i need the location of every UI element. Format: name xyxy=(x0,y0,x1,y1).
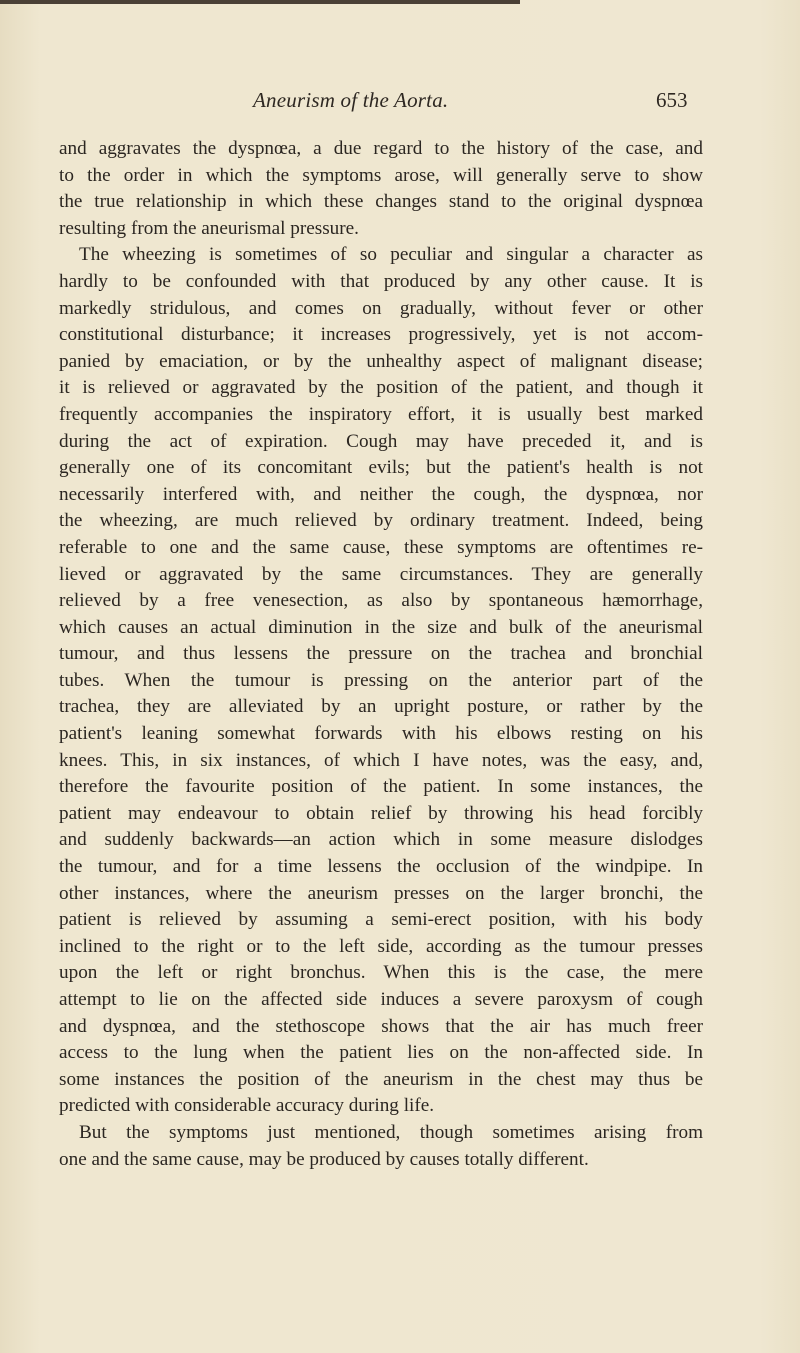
text-line: referable to one and the same cause, these symptoms are oftentimes re- xyxy=(59,536,703,558)
text-line: patient may endeavour to obtain relief by throwing his head forcibly xyxy=(59,802,703,824)
text-line: during the act of expiration. Cough may have preceded it, and is xyxy=(59,430,703,452)
text-line: and dyspnœa, and the stethoscope shows that the air has much freer xyxy=(59,1015,703,1037)
text-line: the true relationship in which these changes stand to the original dyspnœa xyxy=(59,191,703,213)
text-line: tumour, and thus lessens the pressure on the trachea and bronchial xyxy=(59,643,703,665)
text-line: panied by emaciation, or by the unhealthy aspect of malignant disease; xyxy=(59,350,703,372)
text-line: to the order in which the symptoms arose, will generally serve to show xyxy=(59,164,703,186)
text-line: it is relieved or aggravated by the position of the patient, and though it xyxy=(59,377,703,399)
text-line: frequently accompanies the inspiratory effort, it is usually best marked xyxy=(59,403,703,425)
text-line: the tumour, and for a time lessens the occlusion of the windpipe. In xyxy=(59,856,703,878)
text-line: necessarily interfered with, and neither the cough, the dyspnœa, nor xyxy=(59,483,703,505)
top-edge-rule xyxy=(0,0,520,4)
text-line: attempt to lie on the affected side induces a severe paroxysm of cough xyxy=(59,989,703,1010)
running-head xyxy=(0,88,800,118)
text-line: which causes an actual diminution in the size and bulk of the aneurismal xyxy=(59,616,703,638)
text-line: resulting from the aneurismal pressure. xyxy=(59,217,359,239)
text-line: tubes. When the tumour is pressing on the anterior part of the xyxy=(59,669,703,691)
text-line: relieved by a free venesection, as also by spontaneous hæmorrhage, xyxy=(59,590,703,612)
text-line: other instances, where the aneurism presses on the larger bronchi, the xyxy=(59,882,703,904)
text-line: therefore the favourite position of the patient. In some instances, the xyxy=(59,776,703,798)
running-title: Aneurism of the Aorta. xyxy=(253,88,449,112)
text-line: markedly stridulous, and comes on gradually, without fever or other xyxy=(59,297,703,319)
text-line: trachea, they are alleviated by an upright posture, or rather by the xyxy=(59,696,703,718)
text-line: The wheezing is sometimes of so peculiar and singular a character as xyxy=(79,244,703,266)
text-line: one and the same cause, may be produced by causes totally different. xyxy=(59,1148,589,1170)
body-text xyxy=(59,136,703,1173)
text-line: patient is relieved by assuming a semi-erect position, with his body xyxy=(59,909,703,931)
text-line: But the symptoms just mentioned, though sometimes arising from xyxy=(79,1121,703,1143)
text-line: access to the lung when the patient lies on the non-affected side. In xyxy=(59,1042,703,1064)
text-line: upon the left or right bronchus. When this is the case, the mere xyxy=(59,962,703,984)
text-line: constitutional disturbance; it increases progressively, yet is not accom- xyxy=(59,324,703,346)
text-line: the wheezing, are much relieved by ordinary treatment. Indeed, being xyxy=(59,510,703,532)
text-line: and aggravates the dyspnœa, a due regard to the history of the case, and xyxy=(59,138,703,159)
text-line: hardly to be confounded with that produced by any other cause. It is xyxy=(59,270,703,292)
text-line: knees. This, in six instances, of which I have notes, was the easy, and, xyxy=(59,749,703,771)
text-line: and suddenly backwards—an action which in some measure dislodges xyxy=(59,829,703,851)
text-line: some instances the position of the aneurism in the chest may thus be xyxy=(59,1068,703,1090)
text-line: predicted with considerable accuracy during life. xyxy=(59,1095,435,1117)
text-line: patient's leaning somewhat forwards with his elbows resting on his xyxy=(59,723,703,745)
text-line: generally one of its concomitant evils; but the patient's health is not xyxy=(59,457,703,479)
text-line: inclined to the right or to the left side, according as the tumour presses xyxy=(59,935,703,957)
page-number: 653 xyxy=(656,88,688,112)
text-line: lieved or aggravated by the same circumstances. They are generally xyxy=(59,563,703,585)
